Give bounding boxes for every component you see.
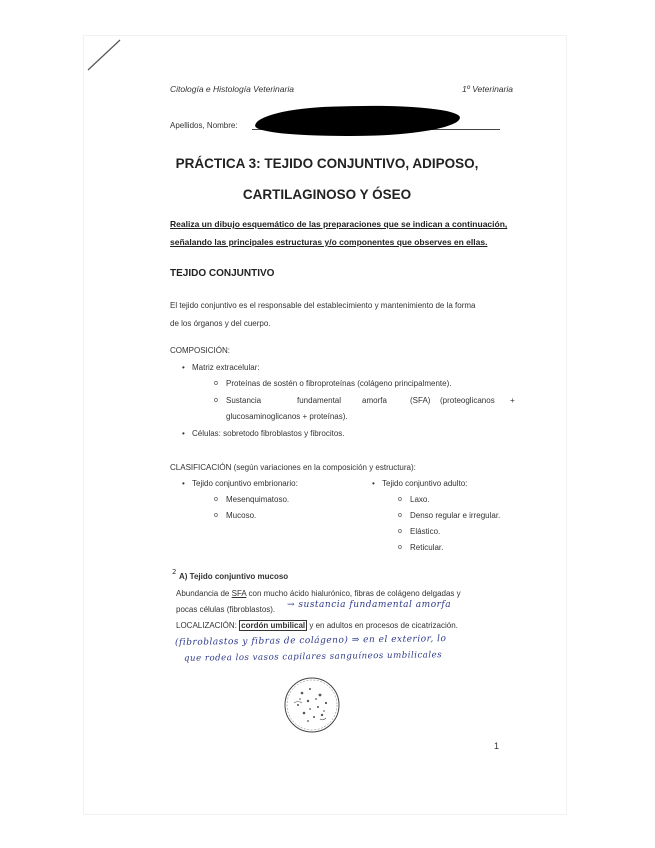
proteinas-item: o Proteínas de sostén o fibroproteínas (colágeno principalmente). <box>226 378 451 389</box>
adulto-item: o Laxo. <box>410 494 430 505</box>
sfa-word-5: (proteoglicanos <box>440 396 495 405</box>
instructions-line1: Realiza un dibujo esquemático de las preparaciones que se indican a continuación, <box>170 219 508 229</box>
name-label: Apellidos, Nombre: <box>170 121 238 130</box>
sfa-underlined: SFA <box>231 589 247 598</box>
handwritten-note-3: que rodea los vasos capilares sanguíneos umbilicales <box>183 650 443 664</box>
composicion-label: COMPOSICIÓN: <box>170 346 231 355</box>
section-intro-line2: de los órganos y del cuerpo. <box>170 319 271 328</box>
page-title-line1: PRÁCTICA 3: TEJIDO CONJUNTIVO, ADIPOSO, <box>175 156 479 171</box>
handwritten-note-2: (fibroblastos y fibras de colágeno) ⇒ en el exterior, lo <box>174 634 447 648</box>
adulto-label: • Tejido conjuntivo adulto: <box>382 478 467 489</box>
sfa-item-line2: glucosaminoglicanos + proteínas). <box>226 412 348 421</box>
instructions-line2: señalando las principales estructuras y/o componentes que observes en ellas. <box>170 237 488 247</box>
handwritten-note-1: → sustancia fundamental amorfa <box>287 600 452 610</box>
mucoso-line1-pre: Abundancia de <box>176 589 232 598</box>
sfa-word-3: amorfa <box>362 396 387 405</box>
page-number: 1 <box>494 741 500 751</box>
mucoso-title: A) Tejido conjuntivo mucoso <box>179 572 289 581</box>
sfa-word-4: (SFA) <box>410 396 431 405</box>
sfa-word-2: fundamental <box>297 396 342 405</box>
localizacion-post: y en adultos en procesos de cicatrización. <box>307 621 458 630</box>
section-intro-line1: El tejido conjuntivo es el responsable del establecimiento y mantenimiento de la forma <box>170 301 476 310</box>
embrionario-item: o Mucoso. <box>226 510 256 521</box>
celulas-item: • Células: sobretodo fibroblastos y fibrocitos. <box>192 428 345 439</box>
mucoso-line2: pocas células (fibroblastos). <box>176 605 276 614</box>
adulto-item: o Reticular. <box>410 542 443 553</box>
clasificacion-label: CLASIFICACIÓN (según variaciones en la composición y estructura): <box>170 463 416 472</box>
cordon-umbilical-boxed: cordón umbilical <box>241 621 306 630</box>
matriz-item: • Matriz extracelular: <box>192 362 260 373</box>
localizacion-line <box>176 620 458 631</box>
umbilical-cord-sketch <box>280 673 344 737</box>
course-year: 1º Veterinaria <box>462 84 513 94</box>
mucoso-line1 <box>176 588 461 599</box>
pen-stroke-mark <box>86 36 126 72</box>
superscript-mark: 2 <box>172 568 177 576</box>
section-title: TEJIDO CONJUNTIVO <box>170 268 275 279</box>
sfa-word-1: Sustancia <box>226 396 262 405</box>
page-title-line2: CARTILAGINOSO Y ÓSEO <box>242 187 412 202</box>
mucoso-line1-post: con mucho ácido hialurónico, fibras de colágeno delgadas y <box>246 589 461 598</box>
adulto-item: o Denso regular e irregular. <box>410 510 500 521</box>
adulto-item: o Elástico. <box>410 526 440 537</box>
sfa-word-6: + <box>510 396 515 405</box>
course-name: Citología e Histología Veterinaria <box>170 84 294 94</box>
localizacion-label: LOCALIZACIÓN: <box>176 621 240 630</box>
embrionario-item: o Mesenquimatoso. <box>226 494 289 505</box>
sfa-item <box>226 395 516 406</box>
embrionario-label: • Tejido conjuntivo embrionario: <box>192 478 298 489</box>
